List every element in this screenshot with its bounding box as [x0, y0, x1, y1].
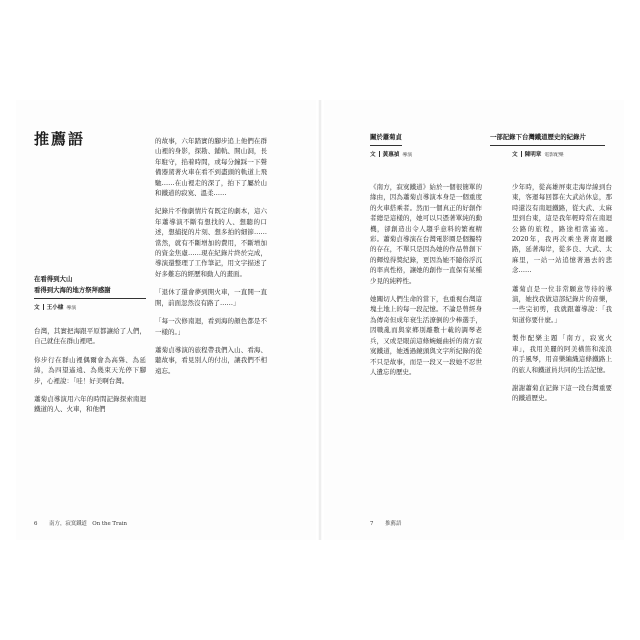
- paragraph: 「退休了還會夢到開火車，一直開一直開，前面忽然沒有路了……」: [155, 288, 267, 307]
- paragraph: 蕭菊貞是一位非常願意等待的導演，她找我做這部紀錄片的音樂，一些完初剪，我就跟蕭導說：「我知道你要什麼。」: [512, 284, 612, 324]
- recommendation-subtitle: [34, 274, 146, 299]
- byline-role: 導演: [402, 153, 413, 158]
- byline-prefix: 文: [34, 305, 40, 311]
- subtitle-documentary: 一部記錄下台灣鐵道歷史的紀錄片: [490, 132, 605, 146]
- byline-right-a: [370, 150, 412, 158]
- paragraph: 蕭菊貞導演的旅程帶我們入山、看海、聽故事，看見別人的付出，讓我們不相遠忘。: [155, 345, 267, 375]
- byline-left: [34, 303, 76, 311]
- paragraph: 你步行在群山裡偶爾會為高聳、為延綿，為四望遙遠、為幾束天光停下腳步，心裡說：「哇！好美啊台灣。: [34, 355, 146, 385]
- paragraph: 蕭菊貞導演用六年的時間記錄探索南迴鐵道的人、火車，和他們: [34, 395, 146, 414]
- subtitle-line-1: 在看得到大山: [34, 275, 73, 283]
- running-head: 推薦語: [385, 521, 402, 527]
- running-head: 南方，寂寞鐵道 On the Train: [49, 521, 128, 527]
- subtitle-about: 關於蕭菊貞: [370, 132, 402, 146]
- byline-right-b: [512, 150, 564, 158]
- byline-name: 王小棣: [46, 305, 64, 311]
- folio-left: [34, 519, 127, 527]
- paragraph: 「每一次修南迴，看到海的顏色都是不一樣的。」: [155, 317, 267, 336]
- right-column-b: [512, 182, 612, 412]
- book-spine: [318, 100, 322, 540]
- page-title: 推薦語: [34, 130, 86, 148]
- paragraph: 少年時，從高雄屏東走海岸線到台東，客運每回都在大武站休息，那時還沒有南迴鐵路，從大武、太麻里到台東，這是我年輕時常在南迴公路的旅程，路途相當遙遠。2020年，我再次乘坐著南迴鐵路，延著海岸，從多良、大武、太麻里，一站一站追憶著過去的悲念……: [512, 183, 612, 275]
- page-number: 7: [370, 521, 374, 527]
- byline-name: 陳明章: [524, 152, 542, 158]
- paragraph: 製作配樂主題「南方，寂寞火車」，我用美麗的阿美橫笛和流浪的手風琴，用音樂編織這條鐵路上的旅人和鐵道員共同的生活記憶。: [512, 334, 612, 374]
- paragraph: 謝謝蕭菊貞記錄下這一段台灣重要的鐵道歷史。: [512, 383, 612, 403]
- paragraph: 她關切人們生命的當下，也重視台灣這塊土地上的每一段記憶。不論是曾經身為傳奇但成年衰生活潦倒的少棒選手，因戰亂而與家鄉別離數十載的調琴老兵，又或是眼前這條蜿蜒曲折的南方寂寞鐵道，她透過鏡頭與文字所紀錄的從不只是故事，而是一段又一段她不忍世人遺忘的歷史。: [370, 295, 482, 376]
- paragraph: 台灣，其實把海跟平原都讓給了人們，自己就住在群山裡吧。: [34, 327, 146, 346]
- byline-prefix: 文: [512, 152, 518, 158]
- left-column-1: [34, 326, 146, 423]
- left-column-2: [155, 136, 267, 384]
- right-column-a: [370, 182, 482, 385]
- paragraph: 的故事，六年踏實的腳步追上他們在群山裡的身影，探勘、鋪軌、開山洞，長年駐守，掐着時間，或每分鐘踩一下聲備器駕著火車在看不到盡頭的軌道上飛馳……在山裡走的深了，拍下了屬於山和鐵道的寂寞、溫柔……: [155, 137, 267, 198]
- folio-right: [370, 519, 401, 527]
- byline-name: 黃惠禎: [382, 152, 400, 158]
- byline-role: 導演: [66, 306, 77, 311]
- subtitle-line-2: 看得到大海的地方祭拜感謝: [34, 285, 146, 299]
- paragraph: 《南方，寂寞鐵道》始於一個很簡單的緣由，因為蕭菊貞導演本身是一個重度的火車搭乘者。然而一個真正的好創作者總是這樣的，她可以只憑著單純的動機，卻創造出令人趨乎意料的繁複精彩。蕭菊貞導演在台灣電影圈是個獨特的存在，不單只是因為她的作品曾創下的輝煌得獎紀錄，更因為她不隨俗浮沉的率真性格，讓她的創作一直保有某種少見的純粹性。: [370, 183, 482, 285]
- paragraph: 紀錄片不像劇情片有既定的劇本，這六年蕭導演不斷有想找的人、想聽的口述，想捕捉的片刻、想多拍的細節……當然，就有不斷增加的費用，不斷增加的資金焦慮……現在紀錄片終於完成，導演還整理了工作筆記，用文字描述了好多難忘的經歷和動人的畫面。: [155, 207, 267, 278]
- byline-role: 電影配樂: [544, 153, 564, 158]
- page-number: 6: [34, 521, 38, 527]
- byline-prefix: 文: [370, 152, 376, 158]
